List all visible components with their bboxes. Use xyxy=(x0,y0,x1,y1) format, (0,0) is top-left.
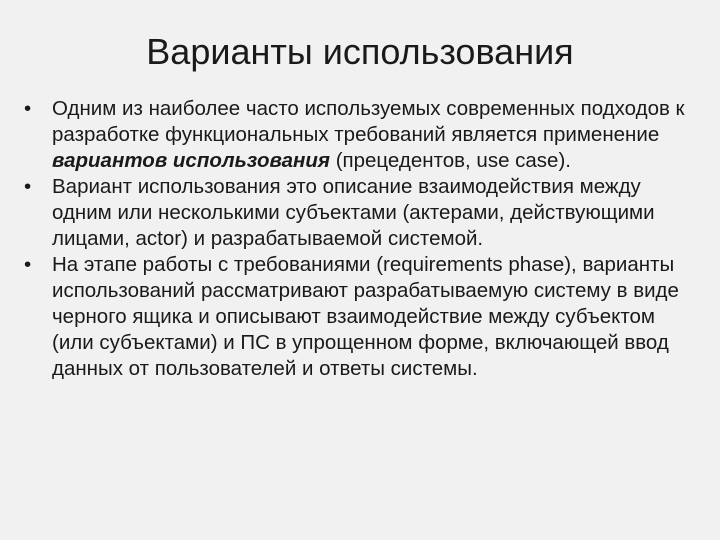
bullet-text: Одним из наиболее часто используемых современных подходов к разработке функциональных требований является применение xyxy=(52,97,685,146)
emphasized-term: вариантов использования xyxy=(52,149,330,172)
bullet-text-tail: (прецедентов, use case). xyxy=(330,149,571,172)
bullet-text: На этапе работы с требованиями (requirements phase), варианты использований рассматривают разрабатываемую систему в виде черного ящика и описывают взаимодействие между субъектом (или субъектами) и ПС в упрощенном форме, включающей ввод данных от пользователей и ответы системы. xyxy=(52,253,679,380)
bullet-item-1 xyxy=(22,96,698,174)
bullet-marker: • xyxy=(24,97,32,120)
bullet-item-2 xyxy=(22,174,698,252)
bullet-text: Вариант использования это описание взаимодействия между одним или несколькими субъектами (актерами, действующими лицами, actor) и разрабатываемой системой. xyxy=(52,175,655,250)
bullet-marker: • xyxy=(24,253,32,276)
slide-title: Варианты использования xyxy=(146,31,574,72)
bullet-item-3 xyxy=(22,252,698,382)
bullet-list xyxy=(22,96,698,382)
bullet-marker: • xyxy=(24,175,32,198)
